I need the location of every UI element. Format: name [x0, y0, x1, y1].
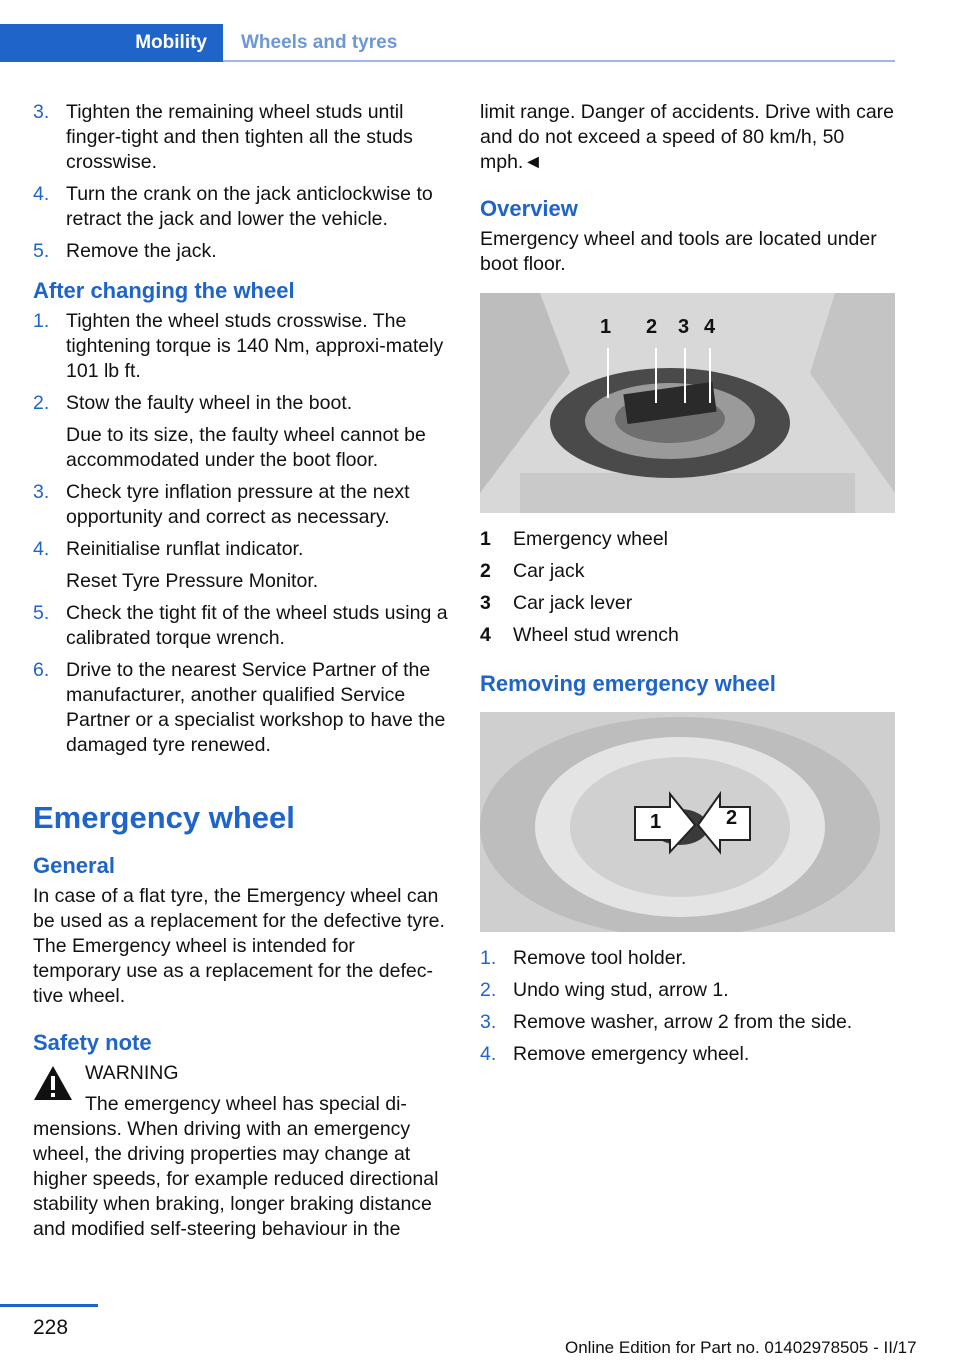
- overview-heading: Overview: [480, 196, 578, 221]
- footer-divider: [0, 1304, 98, 1307]
- step-number: 1.: [480, 947, 497, 969]
- step-number: 2.: [480, 979, 497, 1001]
- legend-text: Emergency wheel: [513, 528, 668, 550]
- step-text: Reinitialise runflat indicator.: [66, 538, 304, 560]
- steps-list-top: [33, 100, 448, 264]
- step-number: 3.: [33, 481, 50, 503]
- step-text: Check tyre inflation pressure at the next opportunity and correct as necessary.: [66, 481, 410, 528]
- figure-callout: 4: [704, 316, 716, 338]
- edition-note: Online Edition for Part no. 01402978505 - II/17: [565, 1338, 917, 1357]
- step-text: Remove emergency wheel.: [513, 1043, 750, 1065]
- left-column: [33, 100, 448, 1242]
- list-item: [33, 537, 448, 594]
- legend-text: Car jack lever: [513, 592, 633, 614]
- step-text: Tighten the wheel studs crosswise. The tightening torque is 140 Nm, approxi‐mately 101 lb ft.: [66, 310, 444, 382]
- legend-item: [480, 623, 895, 648]
- safety-note-heading: Safety note: [33, 1030, 152, 1055]
- warning-text-first: The emergency wheel has special di‐: [85, 1093, 407, 1115]
- legend-item: [480, 559, 895, 584]
- right-column: [480, 100, 895, 1074]
- list-item: [33, 309, 448, 384]
- removing-heading: Removing emergency wheel: [480, 671, 776, 696]
- step-text: Undo wing stud, arrow 1.: [513, 979, 729, 1001]
- list-item: [480, 946, 895, 971]
- step-number: 5.: [33, 602, 50, 624]
- continued-paragraph: limit range. Danger of accidents. Drive with care and do not exceed a speed of 80 km/h, 50 mph.◄: [480, 101, 895, 173]
- list-item: [480, 1042, 895, 1067]
- legend-number: 2: [480, 560, 491, 582]
- list-item: [33, 239, 448, 264]
- legend-item: [480, 527, 895, 552]
- legend-number: 3: [480, 592, 491, 614]
- boot-floor-figure: [480, 293, 895, 513]
- after-changing-heading: After changing the wheel: [33, 278, 295, 303]
- warning-block: [33, 1061, 448, 1242]
- legend-number: 4: [480, 624, 491, 646]
- tab-mobility[interactable]: Mobility: [0, 24, 223, 62]
- step-number: 3.: [480, 1011, 497, 1033]
- step-subtext: Reset Tyre Pressure Monitor.: [66, 570, 319, 592]
- step-text: Remove tool holder.: [513, 947, 687, 969]
- legend-item: [480, 591, 895, 616]
- step-number: 3.: [33, 101, 50, 123]
- general-heading: General: [33, 853, 115, 878]
- list-item: [33, 601, 448, 651]
- tab-wheels-and-tyres[interactable]: Wheels and tyres: [241, 32, 398, 53]
- section-title: Emergency wheel: [33, 800, 295, 835]
- step-number: 4.: [33, 183, 50, 205]
- emergency-wheel-illustration: [480, 712, 895, 932]
- figure-legend: [480, 527, 895, 648]
- step-number: 4.: [480, 1043, 497, 1065]
- list-item: [480, 1010, 895, 1035]
- page-header: [0, 0, 960, 62]
- legend-text: Car jack: [513, 560, 585, 582]
- step-text: Stow the faulty wheel in the boot.: [66, 392, 353, 414]
- arrow-callout: 2: [726, 807, 738, 829]
- list-item: [480, 978, 895, 1003]
- step-text: Check the tight fit of the wheel studs using a calibrated torque wrench.: [66, 602, 448, 649]
- legend-text: Wheel stud wrench: [513, 624, 679, 646]
- step-text: Tighten the remaining wheel studs until finger-tight and then tighten all the studs crosswise.: [66, 101, 413, 173]
- legend-number: 1: [480, 528, 491, 550]
- list-item: [33, 480, 448, 530]
- list-item: [33, 100, 448, 175]
- step-text: Turn the crank on the jack anticlockwise to retract the jack and lower the vehicle.: [66, 183, 433, 230]
- list-item: [33, 182, 448, 232]
- step-number: 5.: [33, 240, 50, 262]
- figure-callout: 3: [678, 316, 690, 338]
- after-steps-list: [33, 309, 448, 758]
- warning-icon: [33, 1065, 73, 1101]
- warning-text-rest: mensions. When driving with an emergency wheel, the driving properties may change at higher speeds, for example reduced directional stability when braking, longer braking distance and modified self-steering behaviour in the: [33, 1118, 439, 1240]
- figure-callout: 2: [646, 316, 658, 338]
- overview-paragraph: Emergency wheel and tools are located under boot floor.: [480, 228, 877, 275]
- list-item: [33, 391, 448, 473]
- warning-label: WARNING: [85, 1062, 179, 1084]
- arrow-callout: 1: [650, 811, 662, 833]
- step-text: Remove washer, arrow 2 from the side.: [513, 1011, 853, 1033]
- page-number: 228: [33, 1316, 69, 1339]
- step-number: 2.: [33, 392, 50, 414]
- step-number: 4.: [33, 538, 50, 560]
- figure-callout: 1: [600, 316, 612, 338]
- step-text: Remove the jack.: [66, 240, 217, 262]
- general-paragraph: In case of a flat tyre, the Emergency wheel can be used as a replacement for the defective tyre. The Emergency wheel is intended for temporary use as a replacement for the defec‐tive wheel.: [33, 885, 445, 1007]
- step-text: Drive to the nearest Service Partner of the manufacturer, another qualified Service Partner or a specialist workshop to have the damaged tyre renewed.: [66, 659, 446, 756]
- remove-steps-list: [480, 946, 895, 1067]
- step-number: 1.: [33, 310, 50, 332]
- step-subtext: Due to its size, the faulty wheel cannot be accommodated under the boot floor.: [66, 424, 426, 471]
- emergency-wheel-figure: [480, 712, 895, 932]
- step-number: 6.: [33, 659, 50, 681]
- list-item: [33, 658, 448, 758]
- header-divider: [223, 60, 895, 62]
